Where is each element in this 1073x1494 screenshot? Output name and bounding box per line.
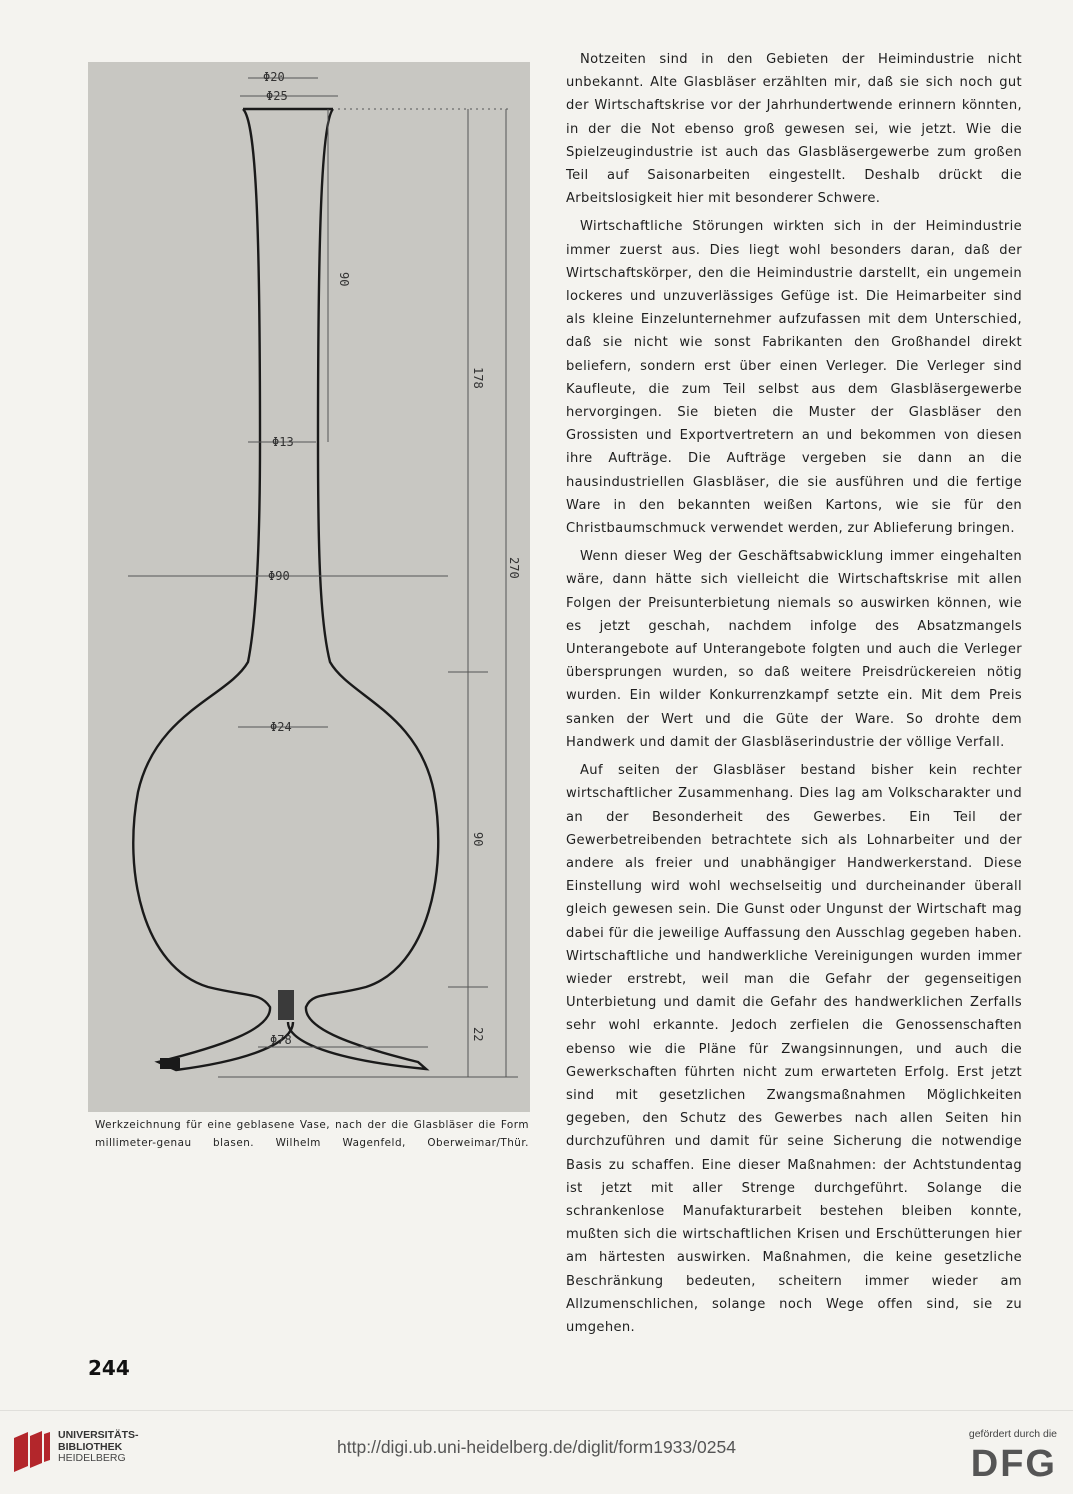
dfg-logo[interactable]: DFG [970, 1443, 1057, 1485]
vase-outline [133, 109, 438, 1070]
vase-technical-drawing [88, 62, 530, 1112]
dim-diameter-24: Φ24 [270, 720, 292, 734]
dim-height-90-top: 90 [337, 272, 351, 287]
vase-foot-left-mark [160, 1058, 180, 1069]
paragraph-1: Notzeiten sind in den Gebieten der Heimindustrie nicht unbekannt. Alte Glasbläser erzählten mir, daß sie sich noch gut der Wirtschaftskrise vor der Jahrhundertwende erinnern könnten, in der die Not ebenso groß gewesen sei, wie jetzt. Wie die Spielzeugindustrie ist auch das Glasbläsergewerbe zum großen Teil auf Saisonarbeiten eingestellt. Deshalb drückt die Arbeitslosigkeit hier mit besonderer Schwere. [566, 52, 1022, 207]
paragraph-2: Wirtschaftliche Störungen wirkten sich in der Heimindustrie immer zuerst aus. Dies liegt wohl besonders daran, daß der Wirtschaftskörper, den die Heimindustrie darstellt, ein ungemein lockeres und unzuverlässiges Gefüge ist. Die Heimarbeiter sind als kleine Einzelunternehmer aufzufassen mit dem Unterschied, daß sie nicht wie sonst Fabrikanten den Großhandel direkt beliefern, sondern erst über einen Verleger. Die Verleger sind Kaufleute, die zum Teil selbst aus dem Glasbläsergewerbe hervorgingen. Sie bieten die Muster der Glasbläser den Grossisten und Exportvertretern an und bekommen von diesen ihre Aufträge. Die Aufträge vergeben sie dann an die hausindustriellen Glasbläser, die sie ausführen und die fertige Ware in den bekannten weißen Kartons, wie sie für den Christbaumschmuck verwendet werden, zur Ablieferung bringen. [566, 219, 1022, 537]
library-name-line-1: UNIVERSITÄTS- [58, 1429, 139, 1441]
vase-stem-mark [278, 990, 294, 1020]
dim-height-90-bottom: 90 [471, 832, 485, 847]
paragraph-3: Wenn dieser Weg der Geschäftsabwicklung immer eingehalten wäre, dann hätte sich vielleicht die Wirtschaftskrise mit allen Folgen der Preisunterbietung niemals so auswirken können, wie es jetzt geschah, nachdem infolge des Absatzmangels Unterangebote auf Unterangebote folgten und auch die Verleger übersprungen wurden, so daß weitere Preisdrückereien nötig wurden. Ein wilder Konkurrenzkampf setzte ein. Mit dem Preis sanken der Wert und die Güte der Ware. So drohte dem Handwerk und damit der Glasbläserindustrie der völlige Verfall. [566, 549, 1022, 750]
library-name-line-3: HEIDELBERG [58, 1452, 126, 1464]
page-number: 244 [88, 1356, 130, 1380]
vase-drawing-svg [88, 62, 530, 1112]
dim-diameter-25: Φ25 [266, 89, 288, 103]
figure-caption: Werkzeichnung für eine geblasene Vase, nach der die Glasbläser die Form millimeter-genau blasen. Wilhelm Wagenfeld, Oberweimar/Thür. [95, 1119, 529, 1149]
source-url-link[interactable]: http://digi.ub.uni-heidelberg.de/diglit/form1933/0254 [337, 1437, 736, 1457]
footer-divider [0, 1410, 1073, 1411]
dim-diameter-90: Φ90 [268, 569, 290, 583]
dim-height-270: 270 [507, 557, 521, 579]
dim-diameter-13: Φ13 [272, 435, 294, 449]
funding-block [969, 1428, 1057, 1484]
dimension-lines [128, 78, 518, 1077]
funding-note: gefördert durch die [968, 1428, 1057, 1440]
library-name-line-2: BIBLIOTHEK [58, 1440, 123, 1453]
dim-height-178: 178 [471, 367, 485, 389]
dim-height-22: 22 [471, 1027, 485, 1042]
paragraph-4: Auf seiten der Glasbläser bestand bisher kein rechter wirtschaftlicher Zusammenhang. Dies lag am Volkscharakter und an der Besonderheit des Gewerbes. Ein Teil der Gewerbetreibenden betrachtete sich als Lohnarbeiter und der andere als freier und unabhängiger Handwerkerstand. Diese Einstellung wird wohl wechselseitig und durcheinander überall gleich gewesen sein. Die Gunst oder Ungunst der Wirtschaft mag dabei für die jeweilige Auffassung den Ausschlag gegeben haben. Wirtschaftliche und handwerkliche Vereinigungen wurden immer wieder erstrebt, weil man die Gefahr der gegenseitigen Unterbietung und damit die Gefahr des handwerklichen Zerfalls sehr wohl erkannte. Jedoch zerfielen die Genossenschaften ebenso wie die Pläne für Zwangsinnungen, und auch die Gewerkschaften führten nicht zum erwarteten Erfolg. Erst jetzt sind mit gesetzlichen Zwangsmaßnahmen Möglichkeiten gegeben, den Schutz des Gewerbes nach allen Seiten hin durchzuführen und damit für seine Sicherung die notwendige Basis zu schaffen. Eine dieser Maßnahmen: der Achtstundentag ist jetzt mit aller Strenge durchgeführt. Solange die schrankenlose Manufakturarbeit bestehen bleiben konnte, mußten sich die wirtschaftlichen Krisen und Erschütterungen hier am härtesten auswirken. Maßnahmen, die keine gesetzliche Beschränkung bedeuten, scheitern immer wieder am Allzumenschlichen, solange noch Wege offen sind, sie zu umgehen. [566, 763, 1022, 1335]
dim-diameter-20: Φ20 [263, 70, 285, 84]
dim-diameter-78: Φ78 [270, 1033, 292, 1047]
article-text [566, 48, 1022, 1344]
